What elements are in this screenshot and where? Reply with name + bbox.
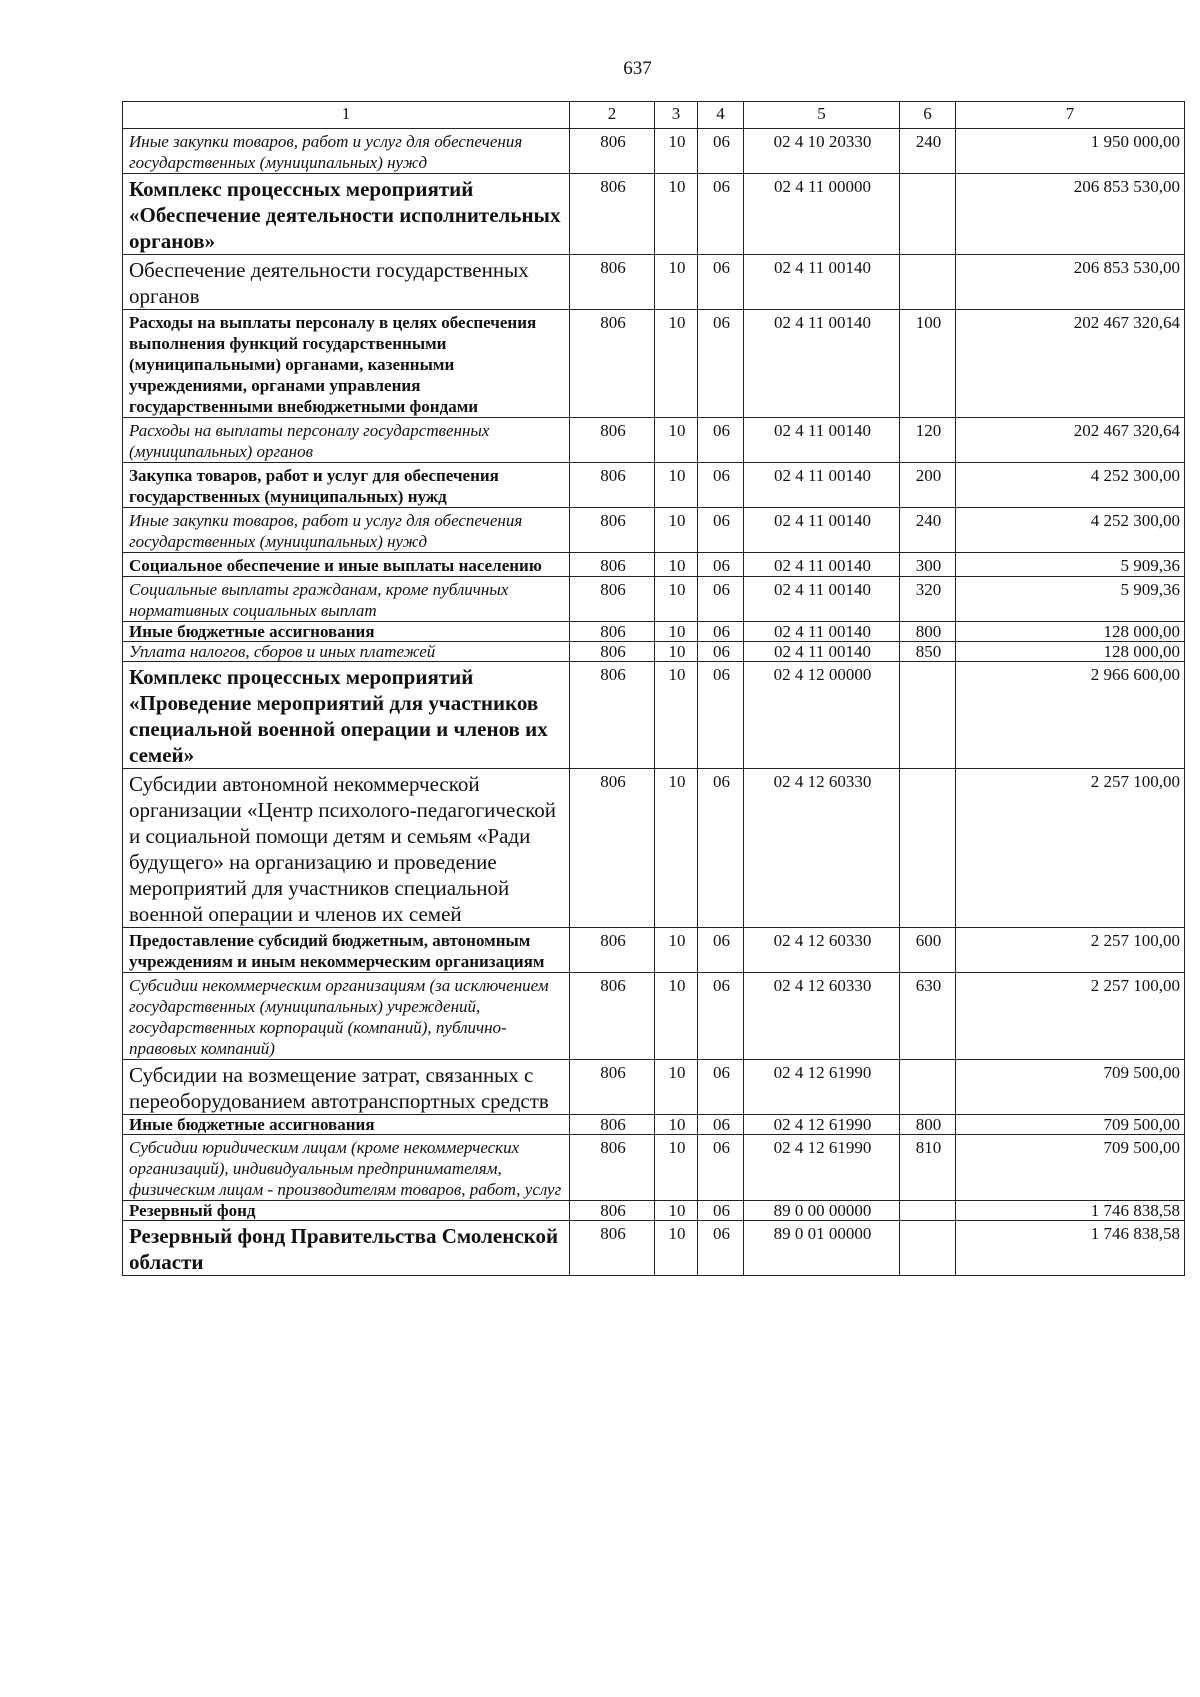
table-row bbox=[123, 1201, 1185, 1221]
target-item-cell: 02 4 12 61990 bbox=[744, 1135, 900, 1201]
section-code-cell: 10 bbox=[655, 129, 698, 174]
column-header: 6 bbox=[900, 102, 956, 129]
target-item-cell: 02 4 11 00000 bbox=[744, 174, 900, 255]
section-code-cell: 10 bbox=[655, 1135, 698, 1201]
expense-type-cell: 850 bbox=[900, 642, 956, 662]
admin-code-cell: 806 bbox=[570, 622, 655, 642]
subsection-code-cell: 06 bbox=[698, 1201, 744, 1221]
amount-cell: 4 252 300,00 bbox=[956, 508, 1185, 553]
target-item-cell: 02 4 11 00140 bbox=[744, 642, 900, 662]
row-name-cell: Иные закупки товаров, работ и услуг для обеспечения государственных (муниципальных) нужд bbox=[123, 508, 570, 553]
table-row bbox=[123, 418, 1185, 463]
target-item-cell: 02 4 11 00140 bbox=[744, 577, 900, 622]
section-code-cell: 10 bbox=[655, 508, 698, 553]
admin-code-cell: 806 bbox=[570, 310, 655, 418]
expense-type-cell bbox=[900, 1201, 956, 1221]
admin-code-cell: 806 bbox=[570, 1060, 655, 1115]
admin-code-cell: 806 bbox=[570, 553, 655, 577]
admin-code-cell: 806 bbox=[570, 129, 655, 174]
target-item-cell: 02 4 10 20330 bbox=[744, 129, 900, 174]
admin-code-cell: 806 bbox=[570, 642, 655, 662]
row-name-cell: Резервный фонд Правительства Смоленской области bbox=[123, 1221, 570, 1276]
amount-cell: 128 000,00 bbox=[956, 622, 1185, 642]
subsection-code-cell: 06 bbox=[698, 129, 744, 174]
subsection-code-cell: 06 bbox=[698, 662, 744, 769]
table-row bbox=[123, 642, 1185, 662]
admin-code-cell: 806 bbox=[570, 255, 655, 310]
budget-table bbox=[122, 101, 1185, 1276]
expense-type-cell bbox=[900, 1060, 956, 1115]
table-row bbox=[123, 129, 1185, 174]
column-header: 1 bbox=[123, 102, 570, 129]
target-item-cell: 02 4 11 00140 bbox=[744, 622, 900, 642]
row-name-cell: Субсидии некоммерческим организациям (за исключением государственных (муниципальных) учреждений, государственных корпораций (компаний), публично-правовых компаний) bbox=[123, 973, 570, 1060]
subsection-code-cell: 06 bbox=[698, 928, 744, 973]
row-name-cell: Расходы на выплаты персоналу в целях обеспечения выполнения функций государственными (муниципальными) органами, казенными учреждениями, органами управления государственными внебюджетными фондами bbox=[123, 310, 570, 418]
table-row bbox=[123, 1135, 1185, 1201]
amount-cell: 2 257 100,00 bbox=[956, 973, 1185, 1060]
amount-cell: 2 257 100,00 bbox=[956, 769, 1185, 928]
subsection-code-cell: 06 bbox=[698, 973, 744, 1060]
amount-cell: 5 909,36 bbox=[956, 553, 1185, 577]
target-item-cell: 02 4 11 00140 bbox=[744, 508, 900, 553]
subsection-code-cell: 06 bbox=[698, 463, 744, 508]
section-code-cell: 10 bbox=[655, 1115, 698, 1135]
amount-cell: 4 252 300,00 bbox=[956, 463, 1185, 508]
expense-type-cell bbox=[900, 662, 956, 769]
target-item-cell: 02 4 12 00000 bbox=[744, 662, 900, 769]
amount-cell: 5 909,36 bbox=[956, 577, 1185, 622]
target-item-cell: 02 4 12 61990 bbox=[744, 1060, 900, 1115]
table-row bbox=[123, 622, 1185, 642]
subsection-code-cell: 06 bbox=[698, 418, 744, 463]
section-code-cell: 10 bbox=[655, 973, 698, 1060]
table-row bbox=[123, 508, 1185, 553]
table-row bbox=[123, 553, 1185, 577]
admin-code-cell: 806 bbox=[570, 662, 655, 769]
section-code-cell: 10 bbox=[655, 418, 698, 463]
section-code-cell: 10 bbox=[655, 662, 698, 769]
expense-type-cell: 240 bbox=[900, 508, 956, 553]
subsection-code-cell: 06 bbox=[698, 1221, 744, 1276]
row-name-cell: Иные бюджетные ассигнования bbox=[123, 1115, 570, 1135]
expense-type-cell: 810 bbox=[900, 1135, 956, 1201]
section-code-cell: 10 bbox=[655, 622, 698, 642]
amount-cell: 1 746 838,58 bbox=[956, 1221, 1185, 1276]
admin-code-cell: 806 bbox=[570, 928, 655, 973]
amount-cell: 202 467 320,64 bbox=[956, 418, 1185, 463]
subsection-code-cell: 06 bbox=[698, 1115, 744, 1135]
amount-cell: 206 853 530,00 bbox=[956, 255, 1185, 310]
section-code-cell: 10 bbox=[655, 1201, 698, 1221]
target-item-cell: 89 0 01 00000 bbox=[744, 1221, 900, 1276]
admin-code-cell: 806 bbox=[570, 418, 655, 463]
row-name-cell: Иные бюджетные ассигнования bbox=[123, 622, 570, 642]
subsection-code-cell: 06 bbox=[698, 577, 744, 622]
table-row bbox=[123, 1221, 1185, 1276]
section-code-cell: 10 bbox=[655, 642, 698, 662]
table-row bbox=[123, 255, 1185, 310]
expense-type-cell: 800 bbox=[900, 622, 956, 642]
target-item-cell: 02 4 11 00140 bbox=[744, 463, 900, 508]
row-name-cell: Закупка товаров, работ и услуг для обеспечения государственных (муниципальных) нужд bbox=[123, 463, 570, 508]
section-code-cell: 10 bbox=[655, 928, 698, 973]
row-name-cell: Расходы на выплаты персоналу государственных (муниципальных) органов bbox=[123, 418, 570, 463]
expense-type-cell: 600 bbox=[900, 928, 956, 973]
table-row bbox=[123, 662, 1185, 769]
amount-cell: 202 467 320,64 bbox=[956, 310, 1185, 418]
target-item-cell: 02 4 12 60330 bbox=[744, 928, 900, 973]
section-code-cell: 10 bbox=[655, 174, 698, 255]
admin-code-cell: 806 bbox=[570, 463, 655, 508]
row-name-cell: Субсидии юридическим лицам (кроме некоммерческих организаций), индивидуальным предпринимателям, физическим лицам - производителям товаров, работ, услуг bbox=[123, 1135, 570, 1201]
admin-code-cell: 806 bbox=[570, 174, 655, 255]
target-item-cell: 89 0 00 00000 bbox=[744, 1201, 900, 1221]
expense-type-cell: 630 bbox=[900, 973, 956, 1060]
admin-code-cell: 806 bbox=[570, 1201, 655, 1221]
admin-code-cell: 806 bbox=[570, 973, 655, 1060]
expense-type-cell: 320 bbox=[900, 577, 956, 622]
table-row bbox=[123, 1060, 1185, 1115]
column-header: 2 bbox=[570, 102, 655, 129]
subsection-code-cell: 06 bbox=[698, 255, 744, 310]
section-code-cell: 10 bbox=[655, 577, 698, 622]
admin-code-cell: 806 bbox=[570, 769, 655, 928]
target-item-cell: 02 4 12 61990 bbox=[744, 1115, 900, 1135]
subsection-code-cell: 06 bbox=[698, 1060, 744, 1115]
target-item-cell: 02 4 12 60330 bbox=[744, 769, 900, 928]
row-name-cell: Социальное обеспечение и иные выплаты населению bbox=[123, 553, 570, 577]
table-row bbox=[123, 174, 1185, 255]
target-item-cell: 02 4 11 00140 bbox=[744, 418, 900, 463]
table-row bbox=[123, 928, 1185, 973]
table-row bbox=[123, 973, 1185, 1060]
row-name-cell: Предоставление субсидий бюджетным, автономным учреждениям и иным некоммерческим организациям bbox=[123, 928, 570, 973]
column-header: 7 bbox=[956, 102, 1185, 129]
row-name-cell: Комплекс процессных мероприятий «Обеспечение деятельности исполнительных органов» bbox=[123, 174, 570, 255]
table-row bbox=[123, 769, 1185, 928]
expense-type-cell: 200 bbox=[900, 463, 956, 508]
subsection-code-cell: 06 bbox=[698, 769, 744, 928]
row-name-cell: Субсидии на возмещение затрат, связанных с переоборудованием автотранспортных средств bbox=[123, 1060, 570, 1115]
table-row bbox=[123, 1115, 1185, 1135]
row-name-cell: Иные закупки товаров, работ и услуг для обеспечения государственных (муниципальных) нужд bbox=[123, 129, 570, 174]
row-name-cell: Комплекс процессных мероприятий «Проведение мероприятий для участников специальной военной операции и членов их семей» bbox=[123, 662, 570, 769]
subsection-code-cell: 06 bbox=[698, 642, 744, 662]
column-header: 4 bbox=[698, 102, 744, 129]
section-code-cell: 10 bbox=[655, 310, 698, 418]
subsection-code-cell: 06 bbox=[698, 553, 744, 577]
page-number: 637 bbox=[623, 58, 652, 79]
expense-type-cell bbox=[900, 174, 956, 255]
amount-cell: 128 000,00 bbox=[956, 642, 1185, 662]
section-code-cell: 10 bbox=[655, 1221, 698, 1276]
admin-code-cell: 806 bbox=[570, 508, 655, 553]
target-item-cell: 02 4 11 00140 bbox=[744, 255, 900, 310]
header-row bbox=[123, 102, 1185, 129]
admin-code-cell: 806 bbox=[570, 577, 655, 622]
expense-type-cell bbox=[900, 1221, 956, 1276]
amount-cell: 709 500,00 bbox=[956, 1060, 1185, 1115]
amount-cell: 1 950 000,00 bbox=[956, 129, 1185, 174]
admin-code-cell: 806 bbox=[570, 1135, 655, 1201]
table-row bbox=[123, 310, 1185, 418]
amount-cell: 709 500,00 bbox=[956, 1115, 1185, 1135]
subsection-code-cell: 06 bbox=[698, 1135, 744, 1201]
expense-type-cell: 240 bbox=[900, 129, 956, 174]
expense-type-cell bbox=[900, 769, 956, 928]
table-row bbox=[123, 463, 1185, 508]
subsection-code-cell: 06 bbox=[698, 174, 744, 255]
amount-cell: 2 966 600,00 bbox=[956, 662, 1185, 769]
row-name-cell: Субсидии автономной некоммерческой организации «Центр психолого-педагогической и социальной помощи детям и семьям «Ради будущего» на организацию и проведение мероприятий для участников специальной военной операции и членов их семей bbox=[123, 769, 570, 928]
expense-type-cell: 120 bbox=[900, 418, 956, 463]
section-code-cell: 10 bbox=[655, 255, 698, 310]
row-name-cell: Обеспечение деятельности государственных органов bbox=[123, 255, 570, 310]
section-code-cell: 10 bbox=[655, 769, 698, 928]
row-name-cell: Социальные выплаты гражданам, кроме публичных нормативных социальных выплат bbox=[123, 577, 570, 622]
expense-type-cell: 100 bbox=[900, 310, 956, 418]
row-name-cell: Резервный фонд bbox=[123, 1201, 570, 1221]
section-code-cell: 10 bbox=[655, 463, 698, 508]
amount-cell: 206 853 530,00 bbox=[956, 174, 1185, 255]
target-item-cell: 02 4 11 00140 bbox=[744, 553, 900, 577]
amount-cell: 2 257 100,00 bbox=[956, 928, 1185, 973]
expense-type-cell: 300 bbox=[900, 553, 956, 577]
admin-code-cell: 806 bbox=[570, 1115, 655, 1135]
table-row bbox=[123, 577, 1185, 622]
subsection-code-cell: 06 bbox=[698, 508, 744, 553]
admin-code-cell: 806 bbox=[570, 1221, 655, 1276]
expense-type-cell: 800 bbox=[900, 1115, 956, 1135]
expense-type-cell bbox=[900, 255, 956, 310]
amount-cell: 1 746 838,58 bbox=[956, 1201, 1185, 1221]
subsection-code-cell: 06 bbox=[698, 310, 744, 418]
target-item-cell: 02 4 11 00140 bbox=[744, 310, 900, 418]
column-header: 3 bbox=[655, 102, 698, 129]
row-name-cell: Уплата налогов, сборов и иных платежей bbox=[123, 642, 570, 662]
amount-cell: 709 500,00 bbox=[956, 1135, 1185, 1201]
target-item-cell: 02 4 12 60330 bbox=[744, 973, 900, 1060]
subsection-code-cell: 06 bbox=[698, 622, 744, 642]
section-code-cell: 10 bbox=[655, 553, 698, 577]
section-code-cell: 10 bbox=[655, 1060, 698, 1115]
column-header: 5 bbox=[744, 102, 900, 129]
